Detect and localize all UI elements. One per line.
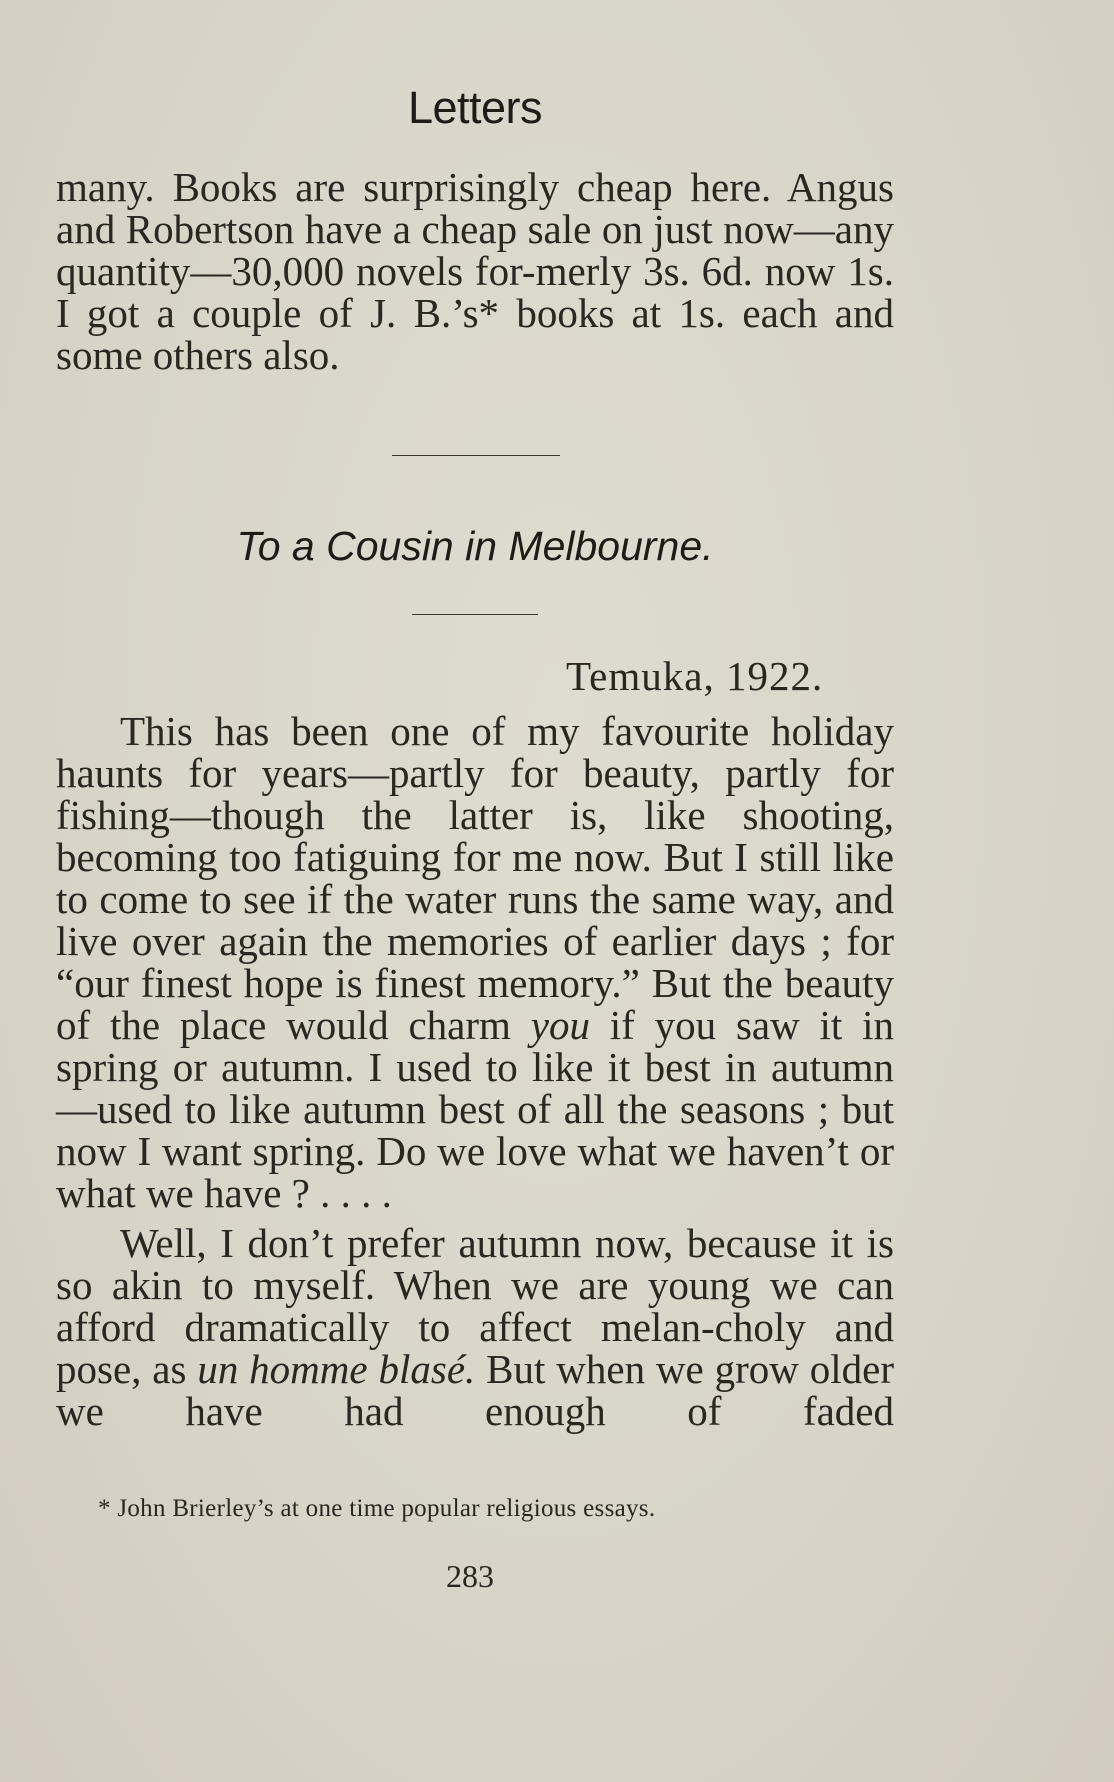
section-divider	[392, 455, 560, 456]
dateline: Temuka, 1922.	[566, 653, 824, 699]
page-number: 283	[446, 1558, 494, 1594]
paragraph-2-emphasis: un homme blasé.	[197, 1346, 476, 1392]
paragraph-2-text-b: But when we grow older we have had enough of faded	[56, 1346, 895, 1434]
running-head: Letters	[407, 82, 543, 133]
title-underline-rule	[412, 614, 538, 615]
paragraph-1-emphasis: you	[530, 1002, 590, 1048]
letter-title: To a Cousin in Melbourne.	[236, 523, 714, 569]
paragraph-2-text-a: Well, I don’t prefer autumn now, because it is so akin to myself. When we are young we can afford dramatically to affect melan-choly and pose, as	[56, 1220, 894, 1392]
paragraph-1-text-b: if you saw it in spring or autumn. I used to like it best in autumn—used to like autumn best of all the seasons ; but now I want spring. Do we love what we haven’t or what we have ? . . . .	[56, 1002, 895, 1216]
continued-paragraph	[56, 166, 894, 376]
paragraph-1-text-a: This has been one of my favourite holiday haunts for years—partly for beauty, partly for fishing—though the latter is, like shooting, becoming too fatiguing for me now. But I still like to come to see if the water runs the same way, and live over again the memories of earlier days ; for “our finest hope is finest memory.” But the beauty of the place would charm	[56, 708, 894, 1048]
paragraph-1	[56, 710, 894, 1214]
letter-body	[56, 710, 894, 1432]
paragraph-text: many. Books are surprisingly cheap here. Angus and Robertson have a cheap sale on just now—any quantity—30,000 novels for-merly 3s. 6d. now 1s. I got a couple of J. B.’s* books at 1s. each and some others also.	[56, 164, 894, 378]
footnote: * John Brierley’s at one time popular religious essays.	[98, 1495, 656, 1522]
paragraph-2	[56, 1222, 894, 1432]
